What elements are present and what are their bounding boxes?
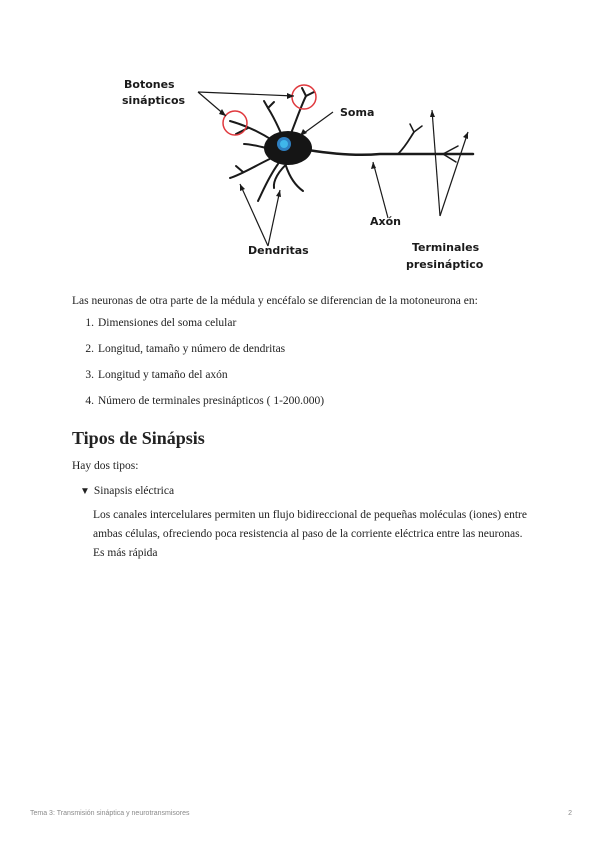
- axon-shape: [308, 124, 473, 162]
- list-item: [72, 394, 324, 420]
- types-intro: Hay dos tipos:: [72, 460, 139, 472]
- label-dendritas: Dendritas: [248, 244, 309, 257]
- list-number: 4.: [85, 395, 94, 407]
- label-botones-line1: Botones: [124, 78, 175, 91]
- neuron-illustration: [118, 66, 488, 276]
- label-axon: Axón: [370, 215, 401, 228]
- list-number: 1.: [85, 317, 94, 329]
- neuron-diagram: [118, 66, 488, 276]
- label-botones-line2: sinápticos: [122, 94, 186, 107]
- section-title: Tipos de Sinápsis: [72, 428, 205, 448]
- label-soma: Soma: [340, 106, 375, 119]
- toggle-label: Sinapsis eléctrica: [93, 485, 175, 497]
- label-terminales-line2: presináptico: [406, 258, 484, 271]
- triangle-down-icon[interactable]: ▼: [80, 485, 90, 497]
- highlight-circle-right: [292, 85, 316, 109]
- list-text: Longitud y tamaño del axón: [98, 369, 228, 381]
- list-text: Número de terminales presinápticos ( 1-200.000): [98, 395, 325, 407]
- list-item: [72, 368, 324, 394]
- footer-title: Tema 3: Transmisión sináptica y neurotransmisores: [30, 810, 190, 817]
- toggle-content: Los canales intercelulares permiten un flujo bidireccional de pequeñas moléculas (iones) entre ambas células, ofreciendo poca resistencia al paso de la corriente eléctrica entre las neuronas. Es más rápida: [93, 509, 527, 559]
- list-item: [72, 316, 324, 342]
- differences-list: [72, 316, 324, 420]
- list-item: [72, 342, 324, 368]
- list-text: Dimensiones del soma celular: [98, 317, 237, 329]
- list-number: 3.: [85, 369, 94, 381]
- nucleus-shape: [280, 140, 288, 148]
- page-number: 2: [568, 810, 572, 817]
- label-terminales-line1: Terminales: [412, 241, 480, 254]
- intro-paragraph: Las neuronas de otra parte de la médula y encéfalo se diferencian de la motoneurona en:: [72, 295, 478, 307]
- list-text: Longitud, tamaño y número de dendritas: [98, 343, 286, 355]
- list-number: 2.: [85, 343, 94, 355]
- toggle-sinapsis-electrica[interactable]: [80, 485, 174, 497]
